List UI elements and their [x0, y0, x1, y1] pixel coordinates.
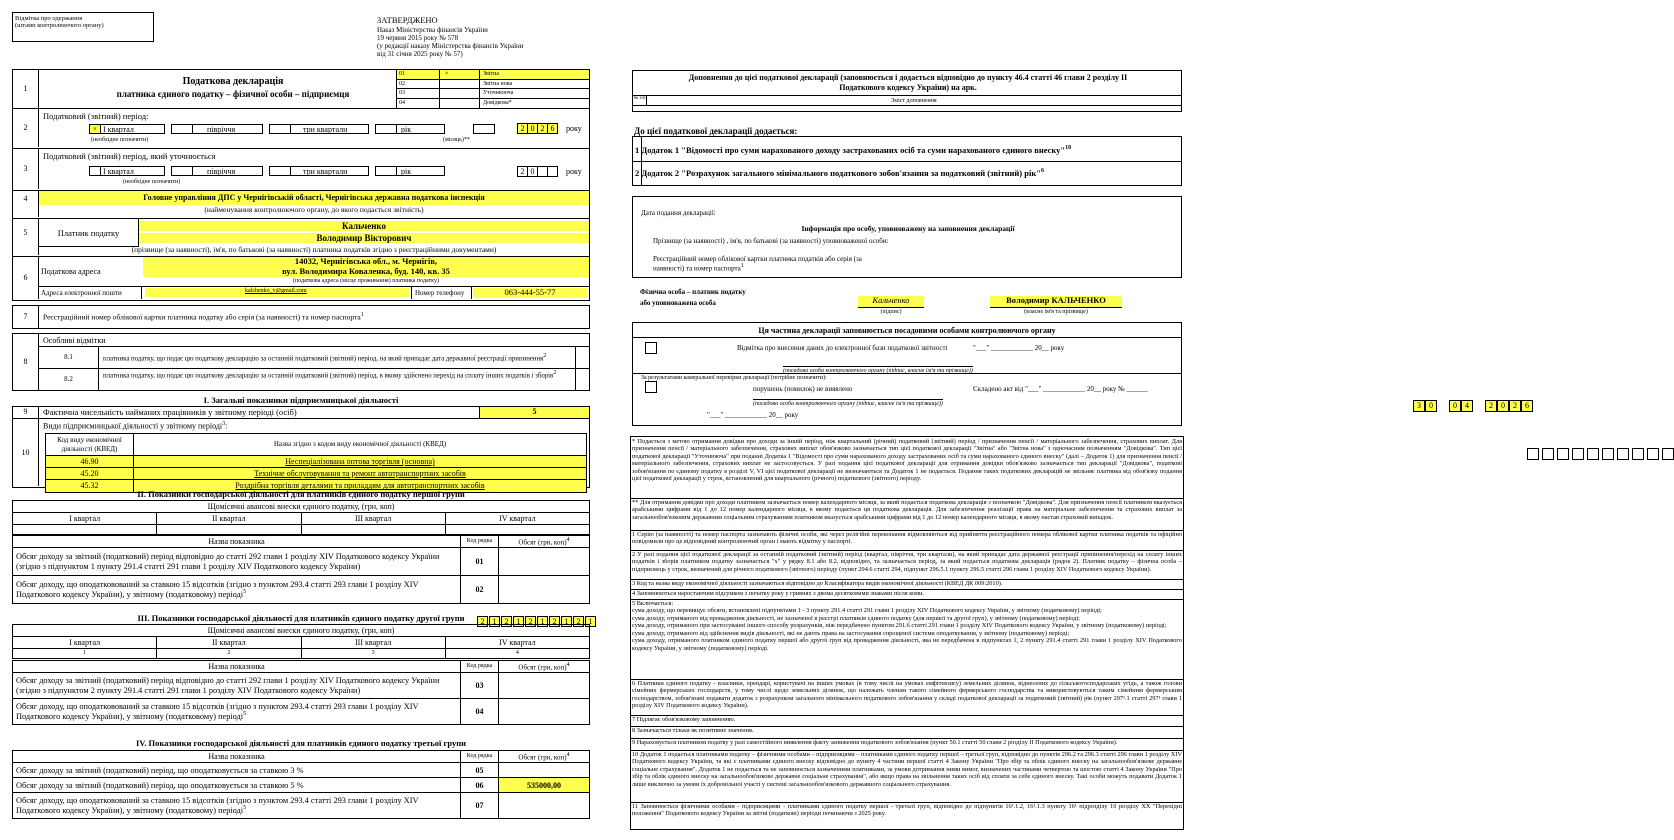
year-word: року	[566, 124, 582, 133]
check-title: За результатами камеральної перевірки декларації (потрібне позначити):	[641, 375, 827, 381]
rep-reg-digit[interactable]	[1542, 448, 1554, 460]
attachment-num: 2	[635, 167, 640, 178]
special-marks-title: Особливі відмітки	[43, 336, 106, 345]
type-row[interactable]	[397, 89, 589, 99]
row-number: 2	[13, 109, 39, 147]
quarter-header: II квартал	[157, 513, 301, 525]
row-number: 3	[13, 149, 39, 189]
quarter-header: IV квартал	[445, 637, 589, 649]
signature-caption: (підпис)	[880, 309, 902, 315]
section-4-indicators	[12, 750, 590, 819]
section-tax-authority	[12, 191, 590, 219]
address-label: Податкова адреса	[41, 267, 101, 276]
section-special-marks	[12, 333, 590, 391]
tax-id-digit[interactable]: 2	[573, 616, 584, 627]
rep-reg-digit[interactable]	[1662, 448, 1674, 460]
section-3-table	[12, 624, 590, 659]
taxpayer-name[interactable]: Володимир Вікторович	[139, 233, 589, 243]
row-number: 10	[13, 419, 39, 486]
footnote: 5 Включається: сума доходу, що перевищує обсяги, встановлені підпунктами 1 - 3 пункту 291.4 статті 291 глави 1 розділу XIV Податкового кодексу України, у звітному (податковому) періоді; сума доходу, отриманого від провадження діяльності, не зазначеної в реєстрі платників єдиного податку (для першої та другої груп), у звітному (податковому) періоді; сума доходу, отриманого при застосуванні іншого способу розрахунків, ніж передбачено пунктом 291.6 статті 291 глави 1 розділу XIV Податкового кодексу України, у звітному (податковому) періоді; сума доходу, отриманого від здійснення видів діяльності, які не дають права на застосування спрощеної системи оподаткування, у звітному (податковому) періоді; сума доходу, отриманого платником єдиного податку першої або другої груп від провадження діяльності, яка не передбачена в підпунктах 1, 2 пункту 291.4 статті 291 глави 1 розділу XIV Податкового кодексу України, у звітному (податковому) періоді.	[632, 600, 1182, 652]
section-4-title: IV. Показники господарської діяльності для платників єдиного податку третьої групи	[135, 738, 467, 748]
taxpayer-caption: (прізвище (за наявності), ім'я, по батькові (за наявності) платника податків згідно з реєстраційними документами)	[131, 245, 497, 254]
form-subtitle: платника єдиного податку – фізичної особи – підприємця	[116, 89, 350, 99]
col-code: Код рядка	[461, 536, 499, 548]
officer-date: "___" ____________ 20__ року	[973, 344, 1065, 352]
corr-half-check[interactable]	[171, 166, 193, 176]
footnote-ref: 5	[243, 711, 247, 718]
corr-q3-check[interactable]	[269, 166, 291, 176]
mark-code: 8.1	[39, 346, 99, 368]
tax-id-digit[interactable]: 1	[489, 616, 500, 627]
footnote: 4 Заповнюються наростаючим підсумком з початку року у гривнях з двома десятковими знаками після коми.	[632, 590, 924, 597]
officer-date-2: "___" ____________ 20__ року	[707, 411, 799, 419]
type-code: 04	[399, 99, 405, 106]
corr-q1-check[interactable]	[89, 166, 101, 176]
addenda-col-content: Зміст доповнення	[891, 98, 937, 104]
attachment-text: Додаток 2 "Розрахунок загального мінімального податкового зобов'язання за податковий (звітний) рік"	[641, 167, 1041, 178]
indicator-code: 01	[461, 548, 499, 576]
officer-caption: (посадова особа контролюючого органу (підпис, власне ім'я та прізвище))	[783, 368, 973, 374]
date-digit[interactable]: 0	[1425, 400, 1437, 412]
footnote-ref: 1	[740, 263, 744, 270]
footnote-ref: 4	[566, 537, 570, 543]
addenda-title: Доповнення до цієї податкової декларації (заповнюється і додається відповідно до пункту 46.4 статті 46 глави 2 розділу II Податкового кодексу України) на арк.	[688, 73, 1128, 92]
form-title: Податкова декларація	[182, 76, 284, 87]
kved-code: 45.20	[46, 468, 134, 480]
signer-caption: (власне ім'я та прізвище)	[1024, 309, 1088, 315]
type-code: 02	[399, 80, 405, 87]
signature-value[interactable]: Кальченко	[858, 296, 924, 308]
approval-line: від 31 січня 2025 року № 57)	[377, 49, 463, 58]
section-2-table	[12, 500, 590, 535]
date-digit[interactable]: 0	[1497, 400, 1509, 412]
mark-text	[103, 353, 573, 363]
period-q1-label: I квартал	[103, 125, 134, 134]
period-half-label: півріччя	[207, 125, 236, 134]
approval-line: Наказ Міністерства фінансів України	[377, 25, 488, 34]
section-2-indicators	[12, 535, 590, 604]
footnote: 7 Підлягає обов'язковому заповненню.	[632, 716, 736, 723]
quarter-header: I квартал	[13, 513, 157, 525]
row-number: 4	[13, 191, 39, 217]
indicator-text-content: Обсяг доходу, що оподатковований за ставкою 15 відсотків (згідно з пунктом 293.4 статті 293 глави 1 розділу XIV Податкового кодексу України), у звітному (податковому) періоді	[16, 701, 419, 722]
phone-value[interactable]: 063-444-55-77	[473, 288, 587, 298]
addenda-block	[632, 70, 1182, 112]
type-label: Довідкова*	[483, 99, 512, 106]
date-digit[interactable]: 0	[1449, 400, 1461, 412]
quarter-value[interactable]	[445, 525, 589, 535]
indicator-text: Обсяг доходу за звітний (податковий) період, що оподатковується за ставкою 3 %	[13, 763, 461, 778]
indicator-text-content: Обсяг доходу, що оподатковований за ставкою 15 відсотків (згідно з пунктом 293.4 статті 293 глави 1 розділу XIV Податкового кодексу України), у звітному (податковому) періоді	[16, 795, 419, 816]
year-digit[interactable]: 6	[547, 123, 558, 134]
period-half[interactable]	[193, 124, 263, 134]
footnote-ref: 3	[222, 421, 226, 427]
corr-q1[interactable]	[101, 166, 165, 176]
quarter-header: I квартал	[13, 637, 157, 649]
indicator-text: Обсяг доходу за звітний (податковий) період відповідно до статті 292 глави 1 розділу XIV Податкового кодексу України (згідно з підпунктом 2 пункту 291.4 статті 291 глави 1 розділу XIV Податкового кодексу України)	[13, 673, 461, 699]
tax-authority-value[interactable]: Головне управління ДПС у Чернігівській області, Чернігівська державна податкова інспекція	[39, 191, 589, 205]
corr-q3[interactable]	[291, 166, 369, 176]
attachment-item[interactable]	[635, 168, 1175, 179]
rep-reg-digit[interactable]	[1617, 448, 1629, 460]
section-taxpayer	[12, 219, 590, 257]
address-line1[interactable]: 14032, Чернігівська обл., м. Чернігів,	[143, 257, 589, 267]
officer-block	[632, 322, 1182, 426]
indicator-value[interactable]	[499, 673, 590, 699]
addenda-col-num: № з/п	[633, 96, 647, 106]
indicator-code: 05	[461, 763, 499, 778]
corr-year-digit[interactable]: 2	[517, 166, 528, 177]
col-amount-text: Обсяг (грн, коп)	[518, 663, 567, 672]
section-2-title: II. Показники господарської діяльності для платників єдиного податку першої групи	[137, 489, 465, 499]
indicator-code: 07	[461, 793, 499, 819]
col-amount	[499, 751, 590, 763]
monthly-header: Щомісячні авансові внески єдиного податку, (грн, коп)	[13, 501, 590, 513]
rep-reg-digit[interactable]	[1527, 448, 1539, 460]
footnote: 8 Зазначається тільки як позитивне значення.	[632, 727, 754, 734]
indicator-text	[13, 576, 461, 604]
col-amount-text: Обсяг (грн, коп)	[518, 753, 567, 762]
address-caption: (податкова адреса (місце проживання) платника податку)	[293, 278, 439, 284]
section-tax-address	[12, 257, 590, 301]
kved-table	[45, 433, 587, 493]
col-amount	[499, 536, 590, 548]
quarter-header: IV квартал	[445, 513, 589, 525]
quarter-value[interactable]	[13, 525, 157, 535]
taxpayer-surname[interactable]: Кальченко	[139, 221, 589, 231]
indicator-text: Обсяг доходу за звітний (податковий) період відповідно до статті 292 глави 1 розділу XIV Податкового кодексу України (згідно з підпунктом 1 пункту 291.4 статті 291 глави 1 розділу XIV Податкового кодексу України)	[13, 548, 461, 576]
indicator-value[interactable]	[499, 576, 590, 604]
tax-id-label	[43, 312, 364, 322]
col-name: Назва показника	[13, 751, 461, 763]
approval-line: 19 червня 2015 року № 578	[377, 33, 459, 42]
corrected-period-label: Податковий (звітний) період, який уточнюється	[43, 151, 216, 161]
kved-name: Неспеціалізована оптова торгівля (основна)	[134, 456, 587, 468]
tax-id-digit[interactable]: 1	[585, 616, 596, 627]
indicator-code: 04	[461, 699, 499, 725]
indicator-code: 06	[461, 778, 499, 793]
rep-reg-text: Реєстраційний номер облікової картки платника податків або серія (за наявності) та номер паспорта	[653, 255, 862, 273]
month-box[interactable]	[473, 124, 495, 134]
period-label: Податковий (звітний) період:	[43, 111, 149, 121]
year-digit[interactable]: 2	[537, 123, 548, 134]
col-name: Назва показника	[13, 536, 461, 548]
kved-name: Роздрібна торгівля деталями та приладдям для автотранспортних засобів	[134, 480, 587, 492]
taxpayer-label: Платник податку	[39, 219, 139, 247]
period-year-check[interactable]	[375, 124, 397, 134]
indicator-code: 03	[461, 673, 499, 699]
period-half-check[interactable]	[171, 124, 193, 134]
col-amount-text: Обсяг (грн, коп)	[518, 538, 567, 547]
corr-year-word: року	[566, 167, 582, 176]
period-year[interactable]	[397, 124, 445, 134]
year-digit[interactable]: 0	[527, 123, 538, 134]
section-corrected-period	[12, 149, 590, 191]
mark-code: 8.2	[39, 368, 99, 390]
footnote: 2 У разі подання цієї податкової декларації за останній податковий (звітний) період (квартал, півріччя, три квартали), на який припадає дата державної реєстрації припинення/перехід на сплату інших податків і зборів платником податку зазначається "х" у рядку 8.1 або 8.2, відповідно, та зазначається період, за який подається податкова декларація (рядок 2). Платник податку – фізична особа – підприємець у строк, визначений для річного податкового (звітного) періоду (пункт 294.6 статті 294, підпункт 296.5.1 пункту 296.5 статті 296 глави 1 розділу XIV Податкового кодексу України).	[632, 551, 1182, 573]
col-code: Код рядка	[461, 751, 499, 763]
quarter-header: III квартал	[301, 637, 445, 649]
type-label: Уточнююча	[483, 90, 514, 96]
kved-col-code: Код виду економічної діяльності (КВЕД)	[46, 434, 134, 456]
kved-row[interactable]	[46, 468, 587, 480]
mark-text-content: платника податку, що подає цю податкову декларацію за останній податковий (звітний) період, на який припадає дата державної реєстрації припинення	[103, 355, 544, 363]
officer-checkbox[interactable]	[645, 342, 657, 354]
footnote-ref: 4	[566, 662, 570, 668]
check-line: порушень (помилок) не виявлено	[753, 385, 853, 393]
col-name: Назва показника	[13, 661, 461, 673]
type-row[interactable]	[397, 99, 589, 109]
type-code: 01	[399, 71, 405, 77]
period-q3-label: три квартали	[303, 125, 348, 134]
tax-id-digit[interactable]: 2	[549, 616, 560, 627]
type-label: Звітна	[483, 71, 500, 77]
kved-name: Технічне обслуговування та ремонт автотранспортних засобів	[134, 468, 587, 480]
quarter-value[interactable]	[301, 525, 445, 535]
corr-half[interactable]	[193, 166, 263, 176]
period-q3-check[interactable]	[269, 124, 291, 134]
indicator-value[interactable]	[499, 548, 590, 576]
kved-code: 45.32	[46, 480, 134, 492]
indicator-value[interactable]	[499, 763, 590, 778]
quarter-value[interactable]	[157, 525, 301, 535]
tax-id-digit[interactable]: 2	[525, 616, 536, 627]
rep-reg-digit[interactable]	[1632, 448, 1644, 460]
rep-name-label: Прізвище (за наявності) , ім'я, по батькові (за наявності) уповноваженої особи:	[653, 237, 889, 245]
row-number: 7	[13, 306, 39, 328]
approval-title: ЗАТВЕРДЖЕНО	[377, 15, 438, 25]
footnote: 10 Додаток 1 подається платниками податку – фізичними особами – підприємцями – платниками єдиного податку першої – третьої груп, відповідно до пунктів 296.2 та 296.3 статті 296 глави 1 розділу XIV Податкового кодексу України, та які є платниками єдиного внеску відповідно до пункту 4 частини першої статті 4 Закону України "Про збір та облік єдиного внеску на загальнообов'язкове державне соціальне страхування". Додаток 1 не подається та не заповнюється зазначеними платниками, за умови дотримання ними вимог, визначених частинами четвертою та шостою статті 4 Закону України "Про збір та облік єдиного внеску на загальнообов'язкове державне соціальне страхування", або якщо права на звільнення таких осіб від сплати за себе єдиного внеску. Такі особи можуть подавати Додаток 1 лише виключно за умови їх добровільної участі у системі загальнообов'язкового державного соціального страхування.	[632, 751, 1182, 788]
rep-reg-digit[interactable]	[1602, 448, 1614, 460]
tax-id-digit[interactable]: 2	[501, 616, 512, 627]
col-amount	[499, 661, 590, 673]
quarter-num: 2	[157, 649, 301, 659]
footnote-ref: 2	[543, 353, 547, 359]
type-label: Звітна нова	[483, 80, 513, 87]
receipt-stamp-box: Відмітка про одержання (штамп контролюючого органу)	[12, 12, 154, 42]
section-1-title: I. Загальні показники підприємницької діяльності	[203, 395, 399, 405]
rep-reg-digit[interactable]	[1647, 448, 1659, 460]
activities-title-text: Види підприємницької діяльності у звітному періоді	[43, 421, 223, 431]
footnote-ref: 10	[1065, 145, 1072, 151]
person-label: Фізична особа – платник податку	[640, 288, 746, 296]
section-3-title: III. Показники господарської діяльності для платників єдиного податку другої групи	[137, 613, 465, 623]
col-code: Код рядка	[461, 661, 499, 673]
footnote: 11 Заповнюється фізичними особами - підприємцями - платниками єдиного податку першої - третьої груп, відповідно до підпунктів 16¹.1.2, 16¹.1.3 пункту 16¹ підрозділу 10 розділу XX "Перехідні положення" Податкового кодексу України за звітні (податкові) періоди починаючи з 2025 року.	[632, 803, 1182, 818]
footnote: 6 Платники єдиного податку - власники, орендарі, користувачі на інших умовах (в тому числі на умовах емфітевзису) земельних ділянок, віднесених до сільськогосподарських угідь, а також голови сімейних фермерських господарств, у тому числі щодо земельних ділянок, що належать членам такого сімейного фермерського господарства та використовуються таким сімейним фермерським господарством, зобов'язані подавати додаток з розрахунком загального мінімального податкового зобов'язання у складі податкової декларації за податковий (звітний) рік (пункт 297¹.1 статті 297¹ глави 1 розділу XIV Податкового кодексу України).	[632, 680, 1182, 710]
corr-year-digit[interactable]	[547, 166, 558, 177]
officer-title: Ця частина декларації заповнюється посадовими особами контролюючого органу	[758, 326, 1056, 335]
tax-id-digit[interactable]: 1	[561, 616, 572, 627]
date-digit[interactable]: 3	[1413, 400, 1425, 412]
footnote-ref: 4	[566, 752, 570, 758]
declaration-type-list	[396, 70, 589, 108]
row-number: 1	[13, 70, 39, 108]
row-number: 5	[13, 219, 39, 255]
mark-checkbox[interactable]	[575, 368, 589, 390]
kved-code: 46.90	[46, 456, 134, 468]
section-reporting-period	[12, 109, 590, 149]
employees-value[interactable]: 5	[479, 407, 589, 418]
indicator-text-content: Обсяг доходу, що оподатковований за ставкою 15 відсотків (згідно з пунктом 293.4 статті 293 глави 1 розділу XIV Податкового кодексу України), у звітному (податковому) періоді	[16, 579, 419, 600]
row-number: 8	[13, 334, 39, 390]
officer-caption-2: (посадова особа контролюючого органу (підпис, власне ім'я та прізвище))	[753, 401, 943, 407]
indicator-text	[13, 699, 461, 725]
indicator-code: 02	[461, 576, 499, 604]
attachments-list	[632, 136, 1182, 186]
address-line2[interactable]: вул. Володимира Коваленка, буд. 140, кв. 35	[143, 267, 589, 277]
mark-text-content: платника податку, що подає цю податкову декларацію за останній податковий (звітний) період, в якому здійснено перехід на сплату інших податків і зборів	[103, 372, 554, 380]
corr-year-label: рік	[401, 167, 412, 176]
corr-year-check[interactable]	[375, 166, 397, 176]
quarter-header: II квартал	[157, 637, 301, 649]
mark-text	[103, 370, 573, 380]
corr-year-digit[interactable]: 0	[527, 166, 538, 177]
row-number: 6	[13, 257, 39, 299]
period-q3[interactable]	[291, 124, 369, 134]
period-q1[interactable]	[101, 124, 165, 134]
date-digit[interactable]: 2	[1509, 400, 1521, 412]
kved-row[interactable]	[46, 456, 587, 468]
tax-id-digit[interactable]: 1	[513, 616, 524, 627]
section-declaration-type	[12, 69, 590, 109]
indicator-text: Обсяг доходу за звітний (податковий) період, що оподатковується за ставкою 5 %	[13, 778, 461, 793]
attachment-num: 1	[635, 144, 640, 155]
indicator-value[interactable]	[499, 699, 590, 725]
footnote-ref: 6	[1040, 168, 1044, 174]
footnote: 1 Серію (за наявності) та номер паспорта зазначають фізичні особи, які через релігійні переконання відмовляються від прийняття реєстраційного номера облікової картки платника податків та офіційно повідомили про це відповідний контролюючий орган і мають відмітку у паспорті.	[632, 531, 1182, 546]
period-note: (необхідне позначити)	[91, 137, 149, 143]
date-digit[interactable]: 4	[1461, 400, 1473, 412]
row-activities	[12, 419, 590, 491]
row-number: 9	[13, 407, 39, 418]
quarter-num: 3	[301, 649, 445, 659]
row-employees	[12, 406, 590, 419]
corr-q3-label: три квартали	[303, 167, 348, 176]
corr-year[interactable]	[397, 166, 445, 176]
footnote-ref: 2	[553, 370, 557, 376]
date-digit[interactable]: 6	[1521, 400, 1533, 412]
type-row[interactable]	[397, 80, 589, 90]
signer-name[interactable]: Володимир КАЛЬЧЕНКО	[990, 296, 1122, 308]
tax-id-digit[interactable]: 2	[477, 616, 488, 627]
check-checkbox[interactable]	[645, 381, 657, 393]
indicator-value[interactable]: 535000,00	[499, 778, 590, 793]
officer-line: Відмітка про внесення даних до електронної бази податкової звітності	[737, 344, 948, 352]
approval-line: (у редакції наказу Міністерства фінансів України	[377, 41, 524, 50]
approval-block	[377, 16, 577, 58]
email-value[interactable]: kalchenko_v@gmail.com	[145, 288, 409, 297]
type-mark: ×	[445, 71, 449, 77]
footnote-ref: 5	[243, 805, 247, 812]
rep-reg-label	[653, 255, 883, 272]
attachment-text: Додаток 1 "Відомості про суми нарахованого доходу застрахованих осіб та суми нарахованого єдиного внеску"	[641, 144, 1066, 155]
date-digit[interactable]: 2	[1485, 400, 1497, 412]
indicator-text	[13, 793, 461, 819]
attachments-title: До цієї податкової декларації додається:	[634, 126, 798, 136]
quarter-num: 4	[445, 649, 589, 659]
date-label: Дата подання декларації:	[641, 209, 716, 217]
email-label: Адреса електронної пошти	[41, 289, 122, 297]
period-q1-check[interactable]: ×	[89, 124, 101, 134]
type-code: 03	[399, 90, 405, 96]
footnote: 3 Код та назва виду економічної діяльності зазначаються відповідно до Класифікатора видів економічної діяльності (КВЕД ДК 009:2010).	[632, 580, 1003, 587]
corr-q1-label: I квартал	[103, 167, 134, 176]
rep-reg-digit[interactable]	[1557, 448, 1569, 460]
quarter-header: III квартал	[301, 513, 445, 525]
check-act: Складено акт від "___" ____________ 20__ року № ______	[973, 385, 1148, 393]
employees-label: Фактична чисельність найманих працівників у звітному періоді (осіб)	[43, 407, 297, 417]
phone-label: Номер телефону	[415, 289, 465, 297]
type-row[interactable]	[397, 70, 589, 80]
activities-title: Види підприємницької діяльності у звітному періоді$^3$:	[43, 421, 228, 431]
rep-reg-digit[interactable]	[1587, 448, 1599, 460]
rep-title: Інформація про особу, уповноважену на заповнення декларації	[801, 224, 1015, 233]
tax-id-label-text: Реєстраційний номер облікової картки платника податку або серія (за наявності) та номер паспорта	[43, 312, 361, 322]
attachment-item[interactable]	[635, 145, 1175, 156]
quarter-num: 1	[13, 649, 157, 659]
footnote-ref: 5	[243, 589, 247, 596]
indicator-value[interactable]	[499, 793, 590, 819]
monthly-header: Щомісячні авансові внески єдиного податку, (грн, коп)	[13, 625, 590, 637]
footnote-ref: 1	[360, 312, 364, 318]
year-digit[interactable]: 2	[517, 123, 528, 134]
mark-checkbox[interactable]	[575, 346, 589, 368]
footnote: ** Для отримання довідки про доходи платником зазначається номер календарного місяця, за який подається податкова декларація з позначкою "Довідкова". Для призначення пенсії платником вказується арабськими цифрами від 1 до 12 номер календарного місяця, в якому подається ця податкова декларація. Для забезпечення реалізації права на матеріальне забезпечення та страхових виплат за загальнообов'язковим державним соціальним страхуванням платником вказується арабськими цифрами від 1 до 12 номер календарного місяця, в якому настав страховий випадок.	[632, 499, 1182, 521]
section-3-indicators	[12, 660, 590, 725]
period-year-label: рік	[401, 125, 412, 134]
tax-authority-caption: (найменування контролюючого органу, до якого подається звітність)	[204, 205, 424, 214]
footnote: 9 Нараховується платником податку у разі самостійного виявлення факту заниження податкового зобов'язання (пункт 50.1 статті 50 глави 2 розділу II Податкового кодексу України).	[632, 739, 1118, 746]
footnote: * Подається з метою отримання довідки про доходи за іншій період, ніж квартальний (річний) податковий (звітний) період / призначення пенсії / матеріального забезпечення, страхових виплат. Для призначення пенсії / матеріального забезпечення, страхових виплат обов'язково зазначається тип цієї податкової декларації "Звітна" або "Звітна нова" з одночасним позначенням "Довідкова". Тип цієї податкової декларації "Уточнююча" при поданні Додатка 1 "Відомості про суми нарахованого доходу застрахованих осіб та суми нарахованого єдиного внеску" (далі – Додаток 1) для призначення пенсії / матеріального забезпечення, страхових виплат не застосовується. У разі подання цієї податкової декларації для отримання довідки обов'язково зазначається тип декларації "Довідкова", податкові зобов'язання по єдиному податку в розділі V, VI цієї податкової декларації не визначаються та Додаток 1 не подається. Подання таких податкових декларацій не звільняє платника від обов'язку подання цієї податкової декларації у строк, встановлений для квартального (річного) податкового (звітного) періоду.	[632, 438, 1182, 483]
corr-half-label: півріччя	[207, 167, 236, 176]
person-label-2: або уповноважена особа	[640, 299, 716, 307]
rep-reg-digit[interactable]	[1572, 448, 1584, 460]
tax-id-digit[interactable]: 1	[537, 616, 548, 627]
month-note: (місяць)**	[443, 137, 470, 143]
corr-note: (необхідне позначити)	[123, 179, 181, 185]
kved-col-name: Назва згідно з кодом виду економічної діяльності (КВЕД)	[134, 434, 587, 456]
